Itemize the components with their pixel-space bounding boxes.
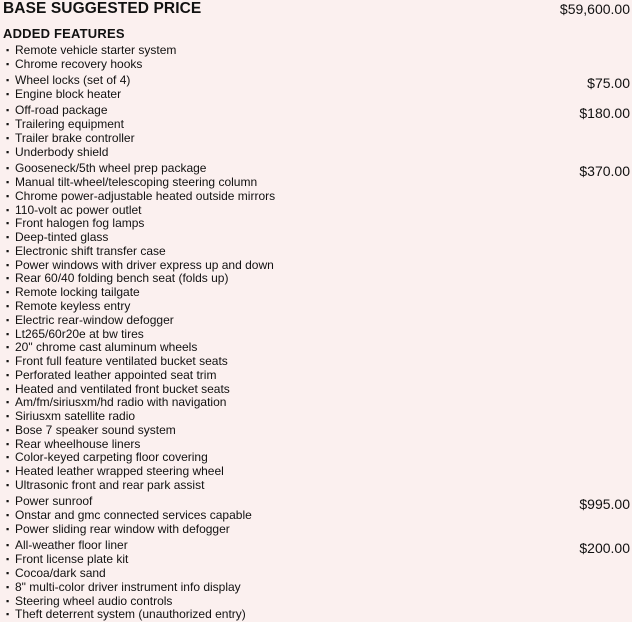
feature-list-item <box>6 537 630 554</box>
feature-label: Electronic shift transfer case <box>15 243 166 258</box>
feature-label: Am/fm/siriusxm/hd radio with navigation <box>15 395 227 410</box>
bullet-icon: ▪ <box>6 104 10 115</box>
bullet-icon: ▪ <box>6 119 10 130</box>
bullet-icon: ▪ <box>6 177 10 188</box>
feature-list-item <box>6 231 630 245</box>
feature-list-item <box>6 608 630 622</box>
feature-label: Heated and ventilated front bucket seats <box>15 381 230 396</box>
feature-label: Rear wheelhouse liners <box>15 436 141 451</box>
bullet-icon: ▪ <box>6 328 10 339</box>
feature-label: Chrome power-adjustable heated outside mirrors <box>15 188 276 203</box>
bullet-icon: ▪ <box>6 369 10 380</box>
bullet-icon: ▪ <box>6 74 10 85</box>
bullet-icon: ▪ <box>6 190 10 201</box>
bullet-icon: ▪ <box>6 245 10 256</box>
feature-label: Chrome recovery hooks <box>15 56 143 71</box>
bullet-icon: ▪ <box>6 479 10 490</box>
feature-label: Lt265/60r20e at bw tires <box>15 326 144 341</box>
feature-list-item <box>6 300 630 314</box>
feature-list-item <box>6 355 630 369</box>
feature-label: Remote locking tailgate <box>15 285 140 300</box>
feature-list-item <box>6 118 630 132</box>
feature-price: $200.00 <box>579 539 630 556</box>
bullet-icon: ▪ <box>6 218 10 229</box>
feature-list-item <box>6 160 630 177</box>
bullet-icon: ▪ <box>6 287 10 298</box>
feature-label: 8" multi-color driver instrument info display <box>15 579 241 594</box>
feature-list-item <box>6 102 630 119</box>
features-list <box>6 44 630 622</box>
bullet-icon: ▪ <box>6 45 10 55</box>
feature-list-item <box>6 44 630 58</box>
bullet-icon: ▪ <box>6 424 10 435</box>
feature-label: Color-keyed carpeting floor covering <box>15 450 208 465</box>
feature-list-item <box>6 567 630 581</box>
feature-label: Bose 7 speaker sound system <box>15 422 176 437</box>
feature-label: Theft deterrent system (unauthorized entry) <box>15 607 246 622</box>
feature-label: Heated leather wrapped steering wheel <box>15 464 224 479</box>
bullet-icon: ▪ <box>6 452 10 463</box>
bullet-icon: ▪ <box>6 554 10 565</box>
feature-list-item <box>6 146 630 160</box>
bullet-icon: ▪ <box>6 232 10 243</box>
feature-list-item <box>6 341 630 355</box>
bullet-icon: ▪ <box>6 383 10 394</box>
feature-list-item <box>6 509 630 523</box>
feature-label: 20" chrome cast aluminum wheels <box>15 340 198 355</box>
bullet-icon: ▪ <box>6 300 10 311</box>
bullet-icon: ▪ <box>6 356 10 367</box>
feature-list-item <box>6 595 630 609</box>
feature-label: Power sunroof <box>15 493 93 508</box>
feature-list-item <box>6 581 630 595</box>
base-price-value: $59,600.00 <box>559 1 630 17</box>
bullet-icon: ▪ <box>6 539 10 550</box>
feature-list-item <box>6 217 630 231</box>
feature-label: Deep-tinted glass <box>15 230 109 245</box>
bullet-icon: ▪ <box>6 162 10 173</box>
feature-label: Siriusxm satellite radio <box>15 409 136 424</box>
feature-label: Front full feature ventilated bucket seats <box>15 354 228 369</box>
bullet-icon: ▪ <box>6 314 10 325</box>
feature-label: All-weather floor liner <box>15 537 128 552</box>
feature-label: Steering wheel audio controls <box>15 593 173 608</box>
bullet-icon: ▪ <box>6 133 10 144</box>
bullet-icon: ▪ <box>6 438 10 449</box>
feature-list-item <box>6 190 630 204</box>
feature-label: Trailer brake controller <box>15 131 135 146</box>
bullet-icon: ▪ <box>6 58 10 69</box>
feature-list-item <box>6 383 630 397</box>
feature-label: Remote keyless entry <box>15 298 131 313</box>
feature-list-item <box>6 245 630 259</box>
feature-label: Engine block heater <box>15 87 122 102</box>
feature-label: Remote vehicle starter system <box>15 43 177 57</box>
bullet-icon: ▪ <box>6 89 10 100</box>
feature-label: Front halogen fog lamps <box>15 216 145 231</box>
feature-price: $995.00 <box>579 495 630 512</box>
feature-label: Wheel locks (set of 4) <box>15 72 131 87</box>
feature-label: Power sliding rear window with defogger <box>15 521 230 536</box>
feature-list-item <box>6 286 630 300</box>
bullet-icon: ▪ <box>6 259 10 270</box>
feature-label: 110-volt ac power outlet <box>15 202 142 217</box>
feature-list-item <box>6 451 630 465</box>
feature-label: Rear 60/40 folding bench seat (folds up) <box>15 271 229 286</box>
bullet-icon: ▪ <box>6 595 10 606</box>
feature-list-item <box>6 410 630 424</box>
feature-list-item <box>6 259 630 273</box>
bullet-icon: ▪ <box>6 581 10 592</box>
feature-label: Power windows with driver express up and down <box>15 257 274 272</box>
feature-list-item <box>6 479 630 493</box>
bullet-icon: ▪ <box>6 510 10 521</box>
feature-list-item <box>6 328 630 342</box>
feature-list-item <box>6 396 630 410</box>
feature-list-item <box>6 553 630 567</box>
feature-list-item <box>6 272 630 286</box>
feature-list-item <box>6 523 630 537</box>
bullet-icon: ▪ <box>6 342 10 353</box>
feature-list-item <box>6 314 630 328</box>
feature-list-item <box>6 465 630 479</box>
feature-list-item <box>6 88 630 102</box>
feature-label: Ultrasonic front and rear park assist <box>15 477 205 492</box>
base-price-row <box>3 0 630 18</box>
feature-label: Perforated leather appointed seat trim <box>15 367 217 382</box>
feature-label: Electric rear-window defogger <box>15 312 174 327</box>
feature-list-item <box>6 132 630 146</box>
feature-label: Off-road package <box>15 102 108 117</box>
feature-list-item <box>6 424 630 438</box>
feature-price: $180.00 <box>579 104 630 121</box>
feature-list-item <box>6 493 630 510</box>
added-features-heading: ADDED FEATURES <box>3 26 125 41</box>
feature-label: Underbody shield <box>15 144 109 159</box>
feature-list-item <box>6 72 630 89</box>
bullet-icon: ▪ <box>6 466 10 477</box>
bullet-icon: ▪ <box>6 204 10 215</box>
feature-price: $75.00 <box>587 74 630 91</box>
feature-list-item <box>6 176 630 190</box>
feature-label: Trailering equipment <box>15 117 124 132</box>
bullet-icon: ▪ <box>6 397 10 408</box>
feature-list-item <box>6 438 630 452</box>
feature-list-item <box>6 204 630 218</box>
bullet-icon: ▪ <box>6 411 10 422</box>
feature-label: Gooseneck/5th wheel prep package <box>15 160 207 175</box>
bullet-icon: ▪ <box>6 146 10 157</box>
bullet-icon: ▪ <box>6 568 10 578</box>
feature-price: $370.00 <box>579 162 630 179</box>
feature-list-item <box>6 369 630 383</box>
bullet-icon: ▪ <box>6 273 10 284</box>
feature-label: Manual tilt-wheel/telescoping steering column <box>15 175 258 190</box>
feature-label: Front license plate kit <box>15 552 129 567</box>
base-price-title: BASE SUGGESTED PRICE <box>3 0 202 17</box>
feature-label: Onstar and gmc connected services capable <box>15 508 252 523</box>
bullet-icon: ▪ <box>6 495 10 506</box>
feature-list-item <box>6 58 630 72</box>
feature-label: Cocoa/dark sand <box>15 566 106 580</box>
bullet-icon: ▪ <box>6 523 10 534</box>
bullet-icon: ▪ <box>6 609 10 620</box>
